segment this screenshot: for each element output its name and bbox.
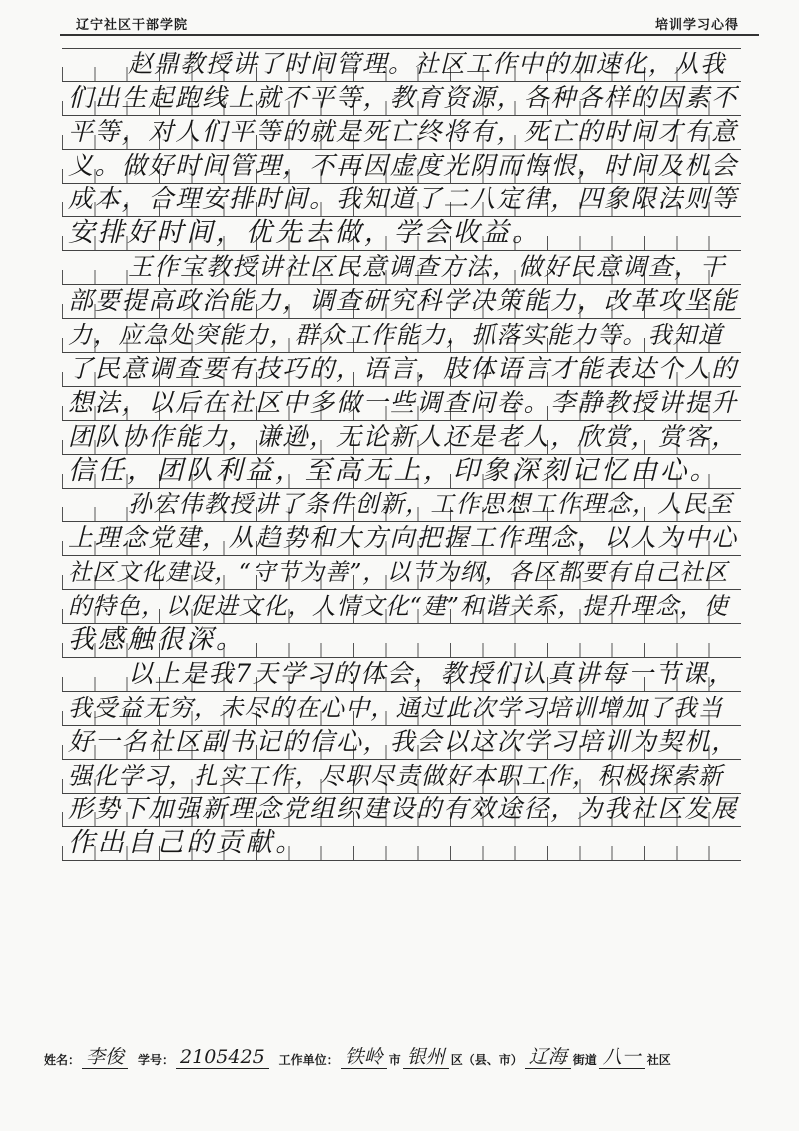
header-institution: 辽宁社区干部学院	[76, 18, 189, 33]
grid-row	[62, 116, 741, 150]
grid-row	[62, 217, 741, 251]
grid-row	[62, 726, 741, 760]
grid-row	[62, 150, 741, 184]
community-value: 八一	[599, 1046, 645, 1069]
handwritten-line: 社区文化建设，“守节为善”，以节为纲，各区都要有自己社区	[68, 558, 729, 587]
name-value: 李俊	[82, 1046, 128, 1069]
grid-row	[62, 522, 741, 556]
grid-row	[62, 556, 741, 590]
grid-row	[62, 48, 741, 82]
grid-row	[62, 590, 741, 624]
header-doc-title: 培训学习心得	[654, 18, 739, 33]
work-unit-label: 工作单位：	[278, 1053, 339, 1067]
grid-row	[62, 760, 741, 794]
grid-row	[62, 455, 741, 489]
grid-row	[62, 82, 741, 116]
grid-row	[62, 285, 741, 319]
name-label: 姓名：	[44, 1053, 81, 1067]
street-value: 辽海	[525, 1046, 571, 1069]
grid-row	[62, 319, 741, 353]
grid-row	[62, 658, 741, 692]
community-label: 社区	[646, 1053, 671, 1067]
handwritten-line: 想法，以后在社区中多做一些调查问卷。李静教授讲提升	[68, 387, 739, 417]
handwritten-line: 们出生起跑线上就不平等，教育资源，各种各样的因素不	[68, 82, 739, 112]
handwritten-line: 孙宏伟教授讲了条件创新，工作思想工作理念，人民至	[128, 490, 733, 519]
grid-row	[62, 387, 741, 421]
handwritten-line: 形势下加强新理念党组织建设的有效途径，为我社区发展	[68, 794, 739, 824]
grid-row	[62, 794, 741, 828]
grid-row	[62, 692, 741, 726]
grid-row	[62, 489, 741, 523]
district-value: 银州	[403, 1046, 449, 1069]
grid-row	[62, 421, 741, 455]
handwritten-line: 我感触很深。	[68, 625, 246, 656]
city-label: 市	[388, 1053, 401, 1067]
city-value: 铁岭	[341, 1046, 387, 1069]
handwritten-line: 王作宝教授讲社区民意调查方法，做好民意调查，干	[128, 252, 726, 282]
handwritten-line: 以上是我7天学习的体会，教授们认真讲每一节课，	[128, 658, 736, 688]
grid-row	[62, 353, 741, 387]
handwritten-line: 我受益无穷，未尽的在心中，通过此次学习培训增加了我当	[68, 693, 724, 722]
handwritten-line: 作出自己的贡献。	[68, 828, 305, 859]
handwritten-line: 成本，合理安排时间。我知道了二八定律，四象限法则等	[68, 184, 739, 214]
handwritten-line: 好一名社区副书记的信心，我会以这次学习培训为契机，	[68, 726, 739, 756]
handwritten-line: 义。做好时间管理，不再因虚度光阴而悔恨，时间及机会	[68, 150, 739, 180]
district-label: 区（县、市）	[450, 1053, 523, 1067]
header-rule	[60, 34, 759, 36]
handwritten-line: 信任，团队利益，至高无上，印象深刻记忆由心。	[68, 455, 720, 486]
handwritten-line: 部要提高政治能力，调查研究科学决策能力，改革攻坚能	[68, 286, 739, 316]
student-id-value: 2105425	[176, 1046, 269, 1069]
handwritten-line: 的特色，以促进文化，人情文化“建”和谐关系，提升理念，使	[68, 592, 729, 621]
handwritten-line: 上理念党建，从趋势和大方向把握工作理念，以人为中心	[68, 523, 739, 553]
grid-row	[62, 184, 741, 218]
handwritten-line: 团队协作能力，谦逊，无论新人还是老人，欣赏，赏客，	[68, 421, 739, 451]
street-label: 街道	[572, 1053, 597, 1067]
writing-grid	[62, 48, 741, 861]
handwritten-line: 赵鼎教授讲了时间管理。社区工作中的加速化，从我	[128, 48, 726, 78]
grid-row	[62, 251, 741, 285]
signature-footer	[44, 1046, 759, 1069]
handwritten-line: 强化学习，扎实工作，尽职尽责做好本职工作，积极探索新	[68, 761, 724, 790]
handwritten-line: 安排好时间，优先去做，学会收益。	[68, 218, 542, 249]
handwritten-line: 力，应急处突能力，群众工作能力，抓落实能力等。我知道	[68, 321, 724, 350]
grid-row	[62, 827, 741, 861]
handwritten-line: 了民意调查要有技巧的，语言，肢体语言才能表达个人的	[68, 353, 739, 383]
grid-row	[62, 624, 741, 658]
handwritten-line: 平等，对人们平等的就是死亡终将有，死亡的时间才有意	[68, 116, 739, 146]
student-id-label: 学号：	[138, 1053, 175, 1067]
